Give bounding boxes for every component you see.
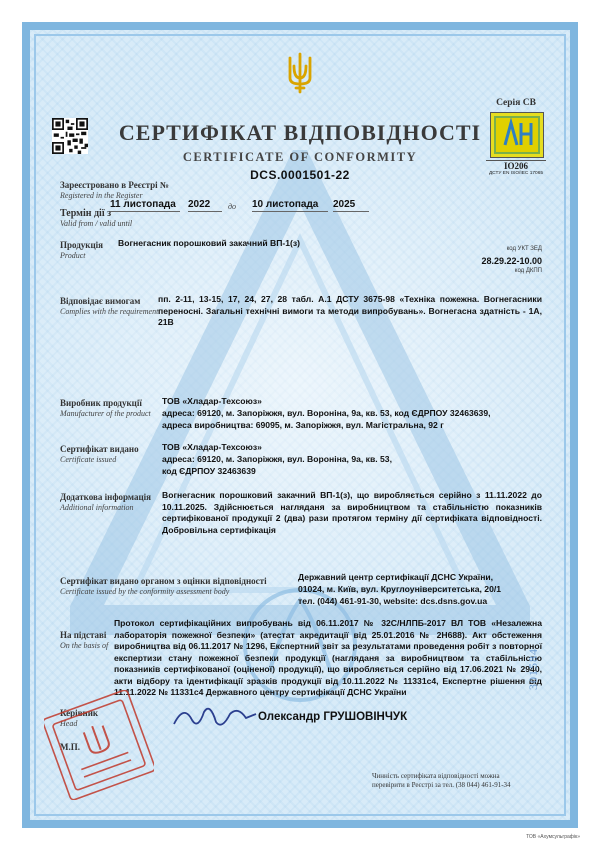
body-line3: тел. (044) 461-91-30, website: dcs.dsns.gov.ua xyxy=(298,596,488,606)
verify-line2: перевірити в Реєстрі за тел. (38 044) 461-91-34 xyxy=(372,781,511,789)
basis-label: На підставі xyxy=(60,630,107,640)
manufacturer-label: Виробник продукції xyxy=(60,398,142,408)
term-to-word: до xyxy=(228,202,237,211)
manufacturer-sublabel: Manufacturer of the product xyxy=(60,409,151,418)
term-to-day: 10 листопада xyxy=(252,199,328,212)
certificate-number: DCS.0001501-22 xyxy=(250,168,350,182)
page-title: СЕРТИФІКАТ ВІДПОВІДНОСТІ xyxy=(118,120,482,145)
requirements-value: пп. 2-11, 13-15, 17, 24, 27, 28 табл. А.1 ДСТУ 3675-98 «Техніка пожежна. Вогнегасники переносні. Загальні технічні вимоги та методи випробувань». Вогнегасна здатність - 1А, 21В xyxy=(158,294,542,327)
official-stamp-icon xyxy=(44,690,154,800)
issued-line1: ТОВ «Хладар-Техсоюз» xyxy=(162,442,262,452)
term-from-day: 11 листопада xyxy=(110,199,180,212)
register-label: Зареєстровано в Реєстрі № xyxy=(60,180,169,190)
register-sublabel: Registered in the Register xyxy=(60,191,143,200)
series-standard: ДСТУ EN ISO/IEC 17065 xyxy=(488,171,544,176)
body-sublabel: Certificate issued by the conformity assessment body xyxy=(60,587,230,596)
term-from-year: 2022 xyxy=(188,199,222,212)
product-code-label: код УКТ ЗЕД xyxy=(506,246,542,252)
term-label: Термін дії з xyxy=(60,208,112,219)
product-code-sublabel: код ДКПП xyxy=(514,268,542,274)
manufacturer-line1: ТОВ «Хладар-Техсоюз» xyxy=(162,396,262,406)
page-subtitle: CERTIFICATE OF CONFORMITY xyxy=(182,150,418,164)
handwritten-signature-icon xyxy=(170,700,260,732)
printer-credit: ТОВ «Ахумсульграфік» xyxy=(526,834,580,840)
additional-value: Вогнегасник порошковий закачний ВП-1(з), що виробляється серійно з 11.11.2022 до 10.11.2025. Здійснюється нагляданя за виробництвом та стабільністю показників сертифікованої продукції 2 (два) рази протягом терміну дії сертифіката відповідності. Добровільна сертифікація xyxy=(162,490,542,535)
head-sublabel: Head xyxy=(60,719,78,728)
basis-sublabel: On the basis of xyxy=(60,641,109,650)
issued-label: Сертифікат видано xyxy=(60,444,139,454)
requirements-sublabel: Complies with the requirement xyxy=(60,307,159,316)
body-label: Сертифікат видано органом з оцінки відповідності xyxy=(60,576,267,586)
issued-line3: код ЄДРПОУ 32463639 xyxy=(162,466,256,476)
basis-value: Протокол сертифікаційних випробувань від 06.11.2017 № 32С/НЛПБ-2017 ВЛ ТОВ «Незалежна лабораторія пожежної безпеки» (атестат акредитації від 25.01.2016 № 2Н688). Акт обстеження виробництва від 06.11.2017 № 1296, Експертний звіт за результатами проведення робіт з повторної експертизи стану пожежної безпеки продукції (нагляданя за виробництвом та стабільністю показників сертифікованої (оціненої) продукції), що виробляється серійно від 17.06.2021 № 2940, акти відбору та ідентифікації зразків продукції від 10.11.2022 № 11331с4, Експертне рішення від 11.11.2022 № 11331с4 Державного центру сертифікації ДСНС України xyxy=(114,618,542,697)
series-label: Серія СВ xyxy=(496,98,536,108)
requirements-label: Відповідає вимогам xyxy=(60,296,141,306)
stamp-label: М.П. xyxy=(60,742,80,752)
product-label: Продукція xyxy=(60,240,104,250)
head-label: Керівник xyxy=(60,708,99,718)
issued-sublabel: Certificate issued xyxy=(60,455,117,464)
trident-icon xyxy=(284,52,316,94)
product-value: Вогнегасник порошковий закачний ВП-1(з) xyxy=(118,238,301,248)
body-line2: 01024, м. Київ, вул. Круглоуніверситетська, 20/1 xyxy=(298,584,502,594)
serial-number: 301584 xyxy=(526,648,540,690)
additional-label: Додаткова інформація xyxy=(60,492,152,502)
product-sublabel: Product xyxy=(60,251,86,260)
signatory-name: Олександр ГРУШОВІНЧУК xyxy=(258,711,408,723)
series-code: IO206 xyxy=(486,160,546,171)
verify-line1: Чинність сертифіката відповідності можна xyxy=(372,772,500,780)
additional-sublabel: Additional information xyxy=(60,503,134,512)
body-line1: Державний центр сертифікації ДСНС України, xyxy=(298,572,494,582)
product-code: 28.29.22-10.00 xyxy=(481,256,542,266)
term-sublabel: Valid from / valid until xyxy=(60,219,133,228)
manufacturer-line3: адреса виробництва: 69095, м. Запоріжжя, вул. Магістральна, 92 г xyxy=(162,420,444,430)
issued-line2: адреса: 69120, м. Запоріжжя, вул. Вороніна, 9а, кв. 53, xyxy=(162,454,392,464)
manufacturer-line2: адреса: 69120, м. Запоріжжя, вул. Вороніна, 9а, кв. 53, код ЄДРПОУ 32463639, xyxy=(162,408,491,418)
term-to-year: 2025 xyxy=(333,199,369,212)
